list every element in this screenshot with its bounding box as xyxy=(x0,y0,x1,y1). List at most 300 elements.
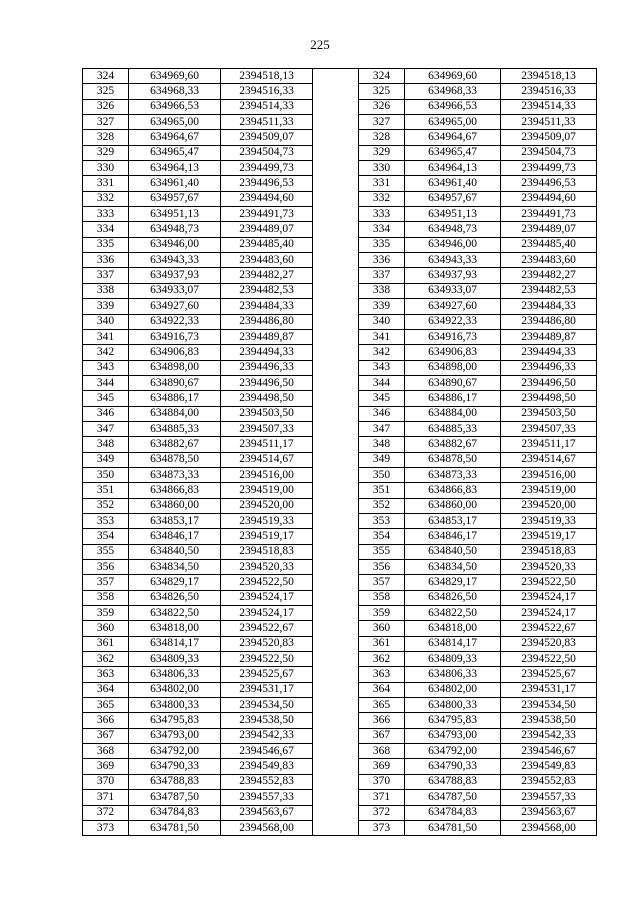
right-point-number-cell: 345 xyxy=(359,391,405,406)
right-point-number-cell: 366 xyxy=(359,713,405,728)
right-y-coordinate-cell: 2394522,50 xyxy=(501,652,597,667)
left-point-number-cell: 326 xyxy=(83,99,129,114)
left-y-coordinate-cell: 2394534,50 xyxy=(221,698,313,713)
right-point-number-cell: 364 xyxy=(359,682,405,697)
left-y-coordinate-cell: 2394531,17 xyxy=(221,682,313,697)
right-x-coordinate-cell: 634860,00 xyxy=(405,498,501,513)
left-x-coordinate-cell: 634866,83 xyxy=(129,483,221,498)
left-point-number-cell: 366 xyxy=(83,713,129,728)
right-point-number-cell: 354 xyxy=(359,529,405,544)
right-x-coordinate-cell: 634802,00 xyxy=(405,682,501,697)
left-y-coordinate-cell: 2394524,17 xyxy=(221,590,313,605)
left-x-coordinate-cell: 634818,00 xyxy=(129,621,221,636)
table-gap xyxy=(313,207,359,222)
table-gap xyxy=(313,667,359,682)
left-y-coordinate-cell: 2394516,00 xyxy=(221,467,313,482)
table-gap xyxy=(313,406,359,421)
right-x-coordinate-cell: 634946,00 xyxy=(405,237,501,252)
left-y-coordinate-cell: 2394520,83 xyxy=(221,636,313,651)
right-y-coordinate-cell: 2394520,00 xyxy=(501,498,597,513)
right-point-number-cell: 326 xyxy=(359,99,405,114)
left-x-coordinate-cell: 634937,93 xyxy=(129,268,221,283)
right-point-number-cell: 359 xyxy=(359,606,405,621)
right-point-number-cell: 341 xyxy=(359,329,405,344)
table-gap xyxy=(313,161,359,176)
left-y-coordinate-cell: 2394489,07 xyxy=(221,222,313,237)
right-point-number-cell: 335 xyxy=(359,237,405,252)
left-point-number-cell: 352 xyxy=(83,498,129,513)
table-gap xyxy=(313,452,359,467)
left-point-number-cell: 350 xyxy=(83,467,129,482)
right-y-coordinate-cell: 2394491,73 xyxy=(501,207,597,222)
table-gap xyxy=(313,375,359,390)
right-point-number-cell: 344 xyxy=(359,375,405,390)
left-point-number-cell: 358 xyxy=(83,590,129,605)
left-x-coordinate-cell: 634873,33 xyxy=(129,467,221,482)
left-point-number-cell: 334 xyxy=(83,222,129,237)
left-x-coordinate-cell: 634840,50 xyxy=(129,544,221,559)
left-point-number-cell: 343 xyxy=(83,360,129,375)
right-y-coordinate-cell: 2394511,33 xyxy=(501,115,597,130)
right-point-number-cell: 334 xyxy=(359,222,405,237)
right-x-coordinate-cell: 634885,33 xyxy=(405,421,501,436)
left-x-coordinate-cell: 634933,07 xyxy=(129,283,221,298)
left-y-coordinate-cell: 2394542,33 xyxy=(221,728,313,743)
table-gap xyxy=(313,652,359,667)
left-x-coordinate-cell: 634802,00 xyxy=(129,682,221,697)
left-x-coordinate-cell: 634878,50 xyxy=(129,452,221,467)
right-point-number-cell: 361 xyxy=(359,636,405,651)
right-y-coordinate-cell: 2394516,33 xyxy=(501,84,597,99)
right-point-number-cell: 331 xyxy=(359,176,405,191)
left-y-coordinate-cell: 2394503,50 xyxy=(221,406,313,421)
table-gap xyxy=(313,544,359,559)
right-point-number-cell: 333 xyxy=(359,207,405,222)
right-x-coordinate-cell: 634834,50 xyxy=(405,560,501,575)
left-x-coordinate-cell: 634792,00 xyxy=(129,744,221,759)
table-gap xyxy=(313,820,359,835)
left-y-coordinate-cell: 2394549,83 xyxy=(221,759,313,774)
right-x-coordinate-cell: 634809,33 xyxy=(405,652,501,667)
table-gap xyxy=(313,636,359,651)
right-y-coordinate-cell: 2394514,33 xyxy=(501,99,597,114)
left-y-coordinate-cell: 2394496,50 xyxy=(221,375,313,390)
right-point-number-cell: 363 xyxy=(359,667,405,682)
table-gap xyxy=(313,99,359,114)
table-gap xyxy=(313,713,359,728)
right-y-coordinate-cell: 2394516,00 xyxy=(501,467,597,482)
left-point-number-cell: 373 xyxy=(83,820,129,835)
left-point-number-cell: 367 xyxy=(83,728,129,743)
right-point-number-cell: 358 xyxy=(359,590,405,605)
table-gap xyxy=(313,529,359,544)
left-x-coordinate-cell: 634890,67 xyxy=(129,375,221,390)
table-row xyxy=(83,222,597,237)
right-x-coordinate-cell: 634927,60 xyxy=(405,299,501,314)
left-x-coordinate-cell: 634966,53 xyxy=(129,99,221,114)
table-row xyxy=(83,498,597,513)
table-gap xyxy=(313,84,359,99)
left-x-coordinate-cell: 634846,17 xyxy=(129,529,221,544)
right-x-coordinate-cell: 634922,33 xyxy=(405,314,501,329)
left-point-number-cell: 349 xyxy=(83,452,129,467)
left-y-coordinate-cell: 2394482,27 xyxy=(221,268,313,283)
right-x-coordinate-cell: 634826,50 xyxy=(405,590,501,605)
right-x-coordinate-cell: 634884,00 xyxy=(405,406,501,421)
left-point-number-cell: 331 xyxy=(83,176,129,191)
right-y-coordinate-cell: 2394542,33 xyxy=(501,728,597,743)
left-x-coordinate-cell: 634790,33 xyxy=(129,759,221,774)
table-row xyxy=(83,728,597,743)
table-row xyxy=(83,375,597,390)
left-x-coordinate-cell: 634951,13 xyxy=(129,207,221,222)
left-x-coordinate-cell: 634853,17 xyxy=(129,513,221,528)
right-x-coordinate-cell: 634968,33 xyxy=(405,84,501,99)
left-x-coordinate-cell: 634906,83 xyxy=(129,345,221,360)
table-row xyxy=(83,99,597,114)
left-y-coordinate-cell: 2394498,50 xyxy=(221,391,313,406)
left-x-coordinate-cell: 634834,50 xyxy=(129,560,221,575)
table-row xyxy=(83,314,597,329)
left-y-coordinate-cell: 2394491,73 xyxy=(221,207,313,222)
table-row xyxy=(83,130,597,145)
table-row xyxy=(83,84,597,99)
right-point-number-cell: 369 xyxy=(359,759,405,774)
table-gap xyxy=(313,314,359,329)
right-point-number-cell: 373 xyxy=(359,820,405,835)
table-row xyxy=(83,805,597,820)
left-x-coordinate-cell: 634882,67 xyxy=(129,437,221,452)
table-row xyxy=(83,329,597,344)
right-x-coordinate-cell: 634969,60 xyxy=(405,69,501,84)
table-row xyxy=(83,483,597,498)
left-point-number-cell: 329 xyxy=(83,145,129,160)
right-point-number-cell: 352 xyxy=(359,498,405,513)
left-x-coordinate-cell: 634916,73 xyxy=(129,329,221,344)
left-y-coordinate-cell: 2394484,33 xyxy=(221,299,313,314)
right-y-coordinate-cell: 2394489,07 xyxy=(501,222,597,237)
left-x-coordinate-cell: 634860,00 xyxy=(129,498,221,513)
table-row xyxy=(83,360,597,375)
right-y-coordinate-cell: 2394522,50 xyxy=(501,575,597,590)
right-point-number-cell: 328 xyxy=(359,130,405,145)
left-y-coordinate-cell: 2394496,53 xyxy=(221,176,313,191)
right-x-coordinate-cell: 634933,07 xyxy=(405,283,501,298)
table-row xyxy=(83,283,597,298)
left-point-number-cell: 369 xyxy=(83,759,129,774)
table-row xyxy=(83,529,597,544)
table-gap xyxy=(313,513,359,528)
left-point-number-cell: 332 xyxy=(83,191,129,206)
table-gap xyxy=(313,790,359,805)
left-y-coordinate-cell: 2394557,33 xyxy=(221,790,313,805)
table-row xyxy=(83,636,597,651)
left-x-coordinate-cell: 634829,17 xyxy=(129,575,221,590)
left-point-number-cell: 341 xyxy=(83,329,129,344)
right-y-coordinate-cell: 2394520,33 xyxy=(501,560,597,575)
right-point-number-cell: 353 xyxy=(359,513,405,528)
right-x-coordinate-cell: 634966,53 xyxy=(405,99,501,114)
right-y-coordinate-cell: 2394549,83 xyxy=(501,759,597,774)
right-y-coordinate-cell: 2394496,53 xyxy=(501,176,597,191)
left-point-number-cell: 335 xyxy=(83,237,129,252)
table-row xyxy=(83,345,597,360)
table-gap xyxy=(313,145,359,160)
right-x-coordinate-cell: 634787,50 xyxy=(405,790,501,805)
right-x-coordinate-cell: 634937,93 xyxy=(405,268,501,283)
left-y-coordinate-cell: 2394538,50 xyxy=(221,713,313,728)
right-x-coordinate-cell: 634961,40 xyxy=(405,176,501,191)
table-row xyxy=(83,652,597,667)
left-point-number-cell: 354 xyxy=(83,529,129,544)
right-x-coordinate-cell: 634806,33 xyxy=(405,667,501,682)
right-x-coordinate-cell: 634886,17 xyxy=(405,391,501,406)
table-gap xyxy=(313,299,359,314)
right-point-number-cell: 355 xyxy=(359,544,405,559)
table-row xyxy=(83,682,597,697)
right-x-coordinate-cell: 634873,33 xyxy=(405,467,501,482)
left-y-coordinate-cell: 2394494,60 xyxy=(221,191,313,206)
right-point-number-cell: 362 xyxy=(359,652,405,667)
right-point-number-cell: 348 xyxy=(359,437,405,452)
left-y-coordinate-cell: 2394520,00 xyxy=(221,498,313,513)
right-y-coordinate-cell: 2394483,60 xyxy=(501,253,597,268)
left-x-coordinate-cell: 634800,33 xyxy=(129,698,221,713)
coordinates-table-body xyxy=(83,69,597,836)
table-row xyxy=(83,299,597,314)
left-point-number-cell: 372 xyxy=(83,805,129,820)
left-x-coordinate-cell: 634957,67 xyxy=(129,191,221,206)
right-x-coordinate-cell: 634898,00 xyxy=(405,360,501,375)
left-point-number-cell: 327 xyxy=(83,115,129,130)
right-y-coordinate-cell: 2394514,67 xyxy=(501,452,597,467)
right-point-number-cell: 330 xyxy=(359,161,405,176)
left-x-coordinate-cell: 634788,83 xyxy=(129,774,221,789)
right-point-number-cell: 338 xyxy=(359,283,405,298)
right-y-coordinate-cell: 2394552,83 xyxy=(501,774,597,789)
left-y-coordinate-cell: 2394504,73 xyxy=(221,145,313,160)
table-row xyxy=(83,437,597,452)
left-x-coordinate-cell: 634793,00 xyxy=(129,728,221,743)
left-y-coordinate-cell: 2394520,33 xyxy=(221,560,313,575)
table-row xyxy=(83,667,597,682)
left-y-coordinate-cell: 2394514,67 xyxy=(221,452,313,467)
right-point-number-cell: 327 xyxy=(359,115,405,130)
left-point-number-cell: 363 xyxy=(83,667,129,682)
right-y-coordinate-cell: 2394522,67 xyxy=(501,621,597,636)
table-gap xyxy=(313,115,359,130)
left-y-coordinate-cell: 2394509,07 xyxy=(221,130,313,145)
table-row xyxy=(83,467,597,482)
right-x-coordinate-cell: 634784,83 xyxy=(405,805,501,820)
right-y-coordinate-cell: 2394485,40 xyxy=(501,237,597,252)
left-x-coordinate-cell: 634781,50 xyxy=(129,820,221,835)
right-y-coordinate-cell: 2394486,80 xyxy=(501,314,597,329)
table-row xyxy=(83,268,597,283)
table-gap xyxy=(313,774,359,789)
right-point-number-cell: 347 xyxy=(359,421,405,436)
table-gap xyxy=(313,69,359,84)
left-x-coordinate-cell: 634964,67 xyxy=(129,130,221,145)
right-y-coordinate-cell: 2394557,33 xyxy=(501,790,597,805)
right-point-number-cell: 367 xyxy=(359,728,405,743)
left-point-number-cell: 342 xyxy=(83,345,129,360)
left-x-coordinate-cell: 634809,33 xyxy=(129,652,221,667)
right-y-coordinate-cell: 2394520,83 xyxy=(501,636,597,651)
right-y-coordinate-cell: 2394531,17 xyxy=(501,682,597,697)
left-point-number-cell: 337 xyxy=(83,268,129,283)
left-point-number-cell: 344 xyxy=(83,375,129,390)
right-point-number-cell: 339 xyxy=(359,299,405,314)
left-point-number-cell: 359 xyxy=(83,606,129,621)
left-point-number-cell: 347 xyxy=(83,421,129,436)
table-gap xyxy=(313,253,359,268)
right-point-number-cell: 350 xyxy=(359,467,405,482)
right-x-coordinate-cell: 634846,17 xyxy=(405,529,501,544)
left-y-coordinate-cell: 2394522,67 xyxy=(221,621,313,636)
table-gap xyxy=(313,360,359,375)
left-point-number-cell: 357 xyxy=(83,575,129,590)
right-x-coordinate-cell: 634840,50 xyxy=(405,544,501,559)
right-y-coordinate-cell: 2394519,17 xyxy=(501,529,597,544)
table-row xyxy=(83,207,597,222)
left-y-coordinate-cell: 2394522,50 xyxy=(221,652,313,667)
left-y-coordinate-cell: 2394522,50 xyxy=(221,575,313,590)
right-x-coordinate-cell: 634866,83 xyxy=(405,483,501,498)
left-point-number-cell: 336 xyxy=(83,253,129,268)
left-point-number-cell: 333 xyxy=(83,207,129,222)
left-point-number-cell: 324 xyxy=(83,69,129,84)
right-x-coordinate-cell: 634882,67 xyxy=(405,437,501,452)
table-row xyxy=(83,621,597,636)
table-gap xyxy=(313,759,359,774)
left-x-coordinate-cell: 634946,00 xyxy=(129,237,221,252)
right-point-number-cell: 324 xyxy=(359,69,405,84)
right-point-number-cell: 337 xyxy=(359,268,405,283)
left-x-coordinate-cell: 634964,13 xyxy=(129,161,221,176)
right-point-number-cell: 340 xyxy=(359,314,405,329)
table-row xyxy=(83,820,597,835)
right-y-coordinate-cell: 2394496,33 xyxy=(501,360,597,375)
right-point-number-cell: 325 xyxy=(359,84,405,99)
table-gap xyxy=(313,728,359,743)
left-point-number-cell: 351 xyxy=(83,483,129,498)
left-y-coordinate-cell: 2394516,33 xyxy=(221,84,313,99)
table-row xyxy=(83,560,597,575)
left-y-coordinate-cell: 2394494,33 xyxy=(221,345,313,360)
right-y-coordinate-cell: 2394524,17 xyxy=(501,606,597,621)
table-row xyxy=(83,237,597,252)
right-x-coordinate-cell: 634788,83 xyxy=(405,774,501,789)
table-gap xyxy=(313,698,359,713)
table-gap xyxy=(313,222,359,237)
table-row xyxy=(83,452,597,467)
table-gap xyxy=(313,191,359,206)
left-x-coordinate-cell: 634787,50 xyxy=(129,790,221,805)
table-row xyxy=(83,421,597,436)
left-x-coordinate-cell: 634885,33 xyxy=(129,421,221,436)
table-row xyxy=(83,161,597,176)
right-y-coordinate-cell: 2394511,17 xyxy=(501,437,597,452)
left-point-number-cell: 355 xyxy=(83,544,129,559)
left-x-coordinate-cell: 634922,33 xyxy=(129,314,221,329)
right-x-coordinate-cell: 634951,13 xyxy=(405,207,501,222)
table-gap xyxy=(313,805,359,820)
table-gap xyxy=(313,606,359,621)
table-gap xyxy=(313,560,359,575)
right-point-number-cell: 343 xyxy=(359,360,405,375)
right-point-number-cell: 372 xyxy=(359,805,405,820)
left-y-coordinate-cell: 2394482,53 xyxy=(221,283,313,298)
table-row xyxy=(83,544,597,559)
right-y-coordinate-cell: 2394518,13 xyxy=(501,69,597,84)
left-x-coordinate-cell: 634886,17 xyxy=(129,391,221,406)
left-point-number-cell: 365 xyxy=(83,698,129,713)
table-gap xyxy=(313,575,359,590)
table-gap xyxy=(313,345,359,360)
left-y-coordinate-cell: 2394507,33 xyxy=(221,421,313,436)
right-y-coordinate-cell: 2394509,07 xyxy=(501,130,597,145)
right-x-coordinate-cell: 634964,67 xyxy=(405,130,501,145)
right-y-coordinate-cell: 2394563,67 xyxy=(501,805,597,820)
left-x-coordinate-cell: 634943,33 xyxy=(129,253,221,268)
table-gap xyxy=(313,329,359,344)
right-x-coordinate-cell: 634814,17 xyxy=(405,636,501,651)
right-x-coordinate-cell: 634906,83 xyxy=(405,345,501,360)
right-y-coordinate-cell: 2394518,83 xyxy=(501,544,597,559)
left-y-coordinate-cell: 2394568,00 xyxy=(221,820,313,835)
right-y-coordinate-cell: 2394519,00 xyxy=(501,483,597,498)
left-point-number-cell: 330 xyxy=(83,161,129,176)
left-y-coordinate-cell: 2394524,17 xyxy=(221,606,313,621)
left-y-coordinate-cell: 2394552,83 xyxy=(221,774,313,789)
left-x-coordinate-cell: 634814,17 xyxy=(129,636,221,651)
right-point-number-cell: 357 xyxy=(359,575,405,590)
right-point-number-cell: 342 xyxy=(359,345,405,360)
right-y-coordinate-cell: 2394538,50 xyxy=(501,713,597,728)
table-row xyxy=(83,590,597,605)
left-point-number-cell: 361 xyxy=(83,636,129,651)
table-gap xyxy=(313,176,359,191)
right-point-number-cell: 346 xyxy=(359,406,405,421)
right-y-coordinate-cell: 2394524,17 xyxy=(501,590,597,605)
table-gap xyxy=(313,268,359,283)
right-x-coordinate-cell: 634965,47 xyxy=(405,145,501,160)
left-x-coordinate-cell: 634948,73 xyxy=(129,222,221,237)
right-point-number-cell: 351 xyxy=(359,483,405,498)
right-x-coordinate-cell: 634793,00 xyxy=(405,728,501,743)
page-number: 225 xyxy=(310,37,330,52)
right-x-coordinate-cell: 634957,67 xyxy=(405,191,501,206)
right-x-coordinate-cell: 634964,13 xyxy=(405,161,501,176)
table-row xyxy=(83,606,597,621)
right-point-number-cell: 365 xyxy=(359,698,405,713)
right-x-coordinate-cell: 634792,00 xyxy=(405,744,501,759)
right-point-number-cell: 356 xyxy=(359,560,405,575)
right-x-coordinate-cell: 634781,50 xyxy=(405,820,501,835)
right-x-coordinate-cell: 634818,00 xyxy=(405,621,501,636)
left-point-number-cell: 346 xyxy=(83,406,129,421)
right-x-coordinate-cell: 634916,73 xyxy=(405,329,501,344)
table-row xyxy=(83,575,597,590)
table-gap xyxy=(313,237,359,252)
right-y-coordinate-cell: 2394496,50 xyxy=(501,375,597,390)
left-y-coordinate-cell: 2394525,67 xyxy=(221,667,313,682)
left-x-coordinate-cell: 634806,33 xyxy=(129,667,221,682)
table-row xyxy=(83,176,597,191)
right-x-coordinate-cell: 634790,33 xyxy=(405,759,501,774)
left-y-coordinate-cell: 2394489,87 xyxy=(221,329,313,344)
